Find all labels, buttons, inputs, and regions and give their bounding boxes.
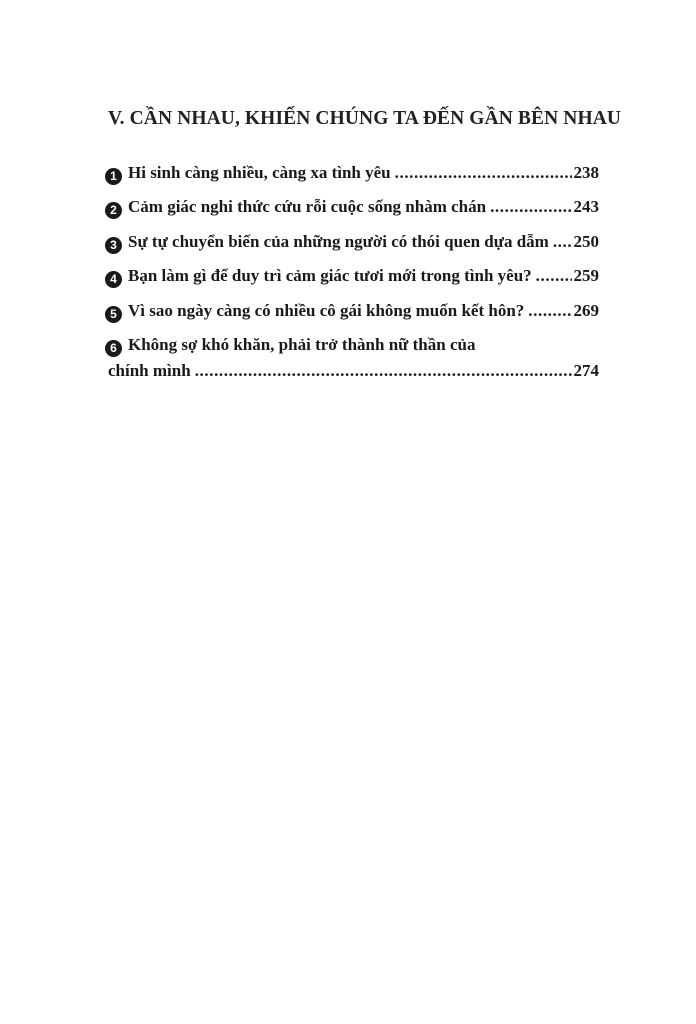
toc-entry-title: Cảm giác nghi thức cứu rỗi cuộc sống nhàm chán bbox=[128, 197, 487, 217]
toc-page-number: 243 bbox=[573, 197, 599, 217]
dot-leader bbox=[553, 229, 572, 255]
dot-leader bbox=[490, 194, 571, 220]
number-5-icon: 5 bbox=[105, 306, 122, 323]
dot-leader bbox=[528, 298, 571, 324]
toc-page-number: 274 bbox=[573, 360, 599, 380]
number-1-icon: 1 bbox=[105, 168, 122, 185]
toc-entry-5[interactable] bbox=[105, 298, 599, 332]
toc-page-number: 269 bbox=[573, 300, 599, 320]
chapter-title: V. CẦN NHAU, KHIẾN CHÚNG TA ĐẾN GẦN BÊN NHAU bbox=[108, 108, 622, 129]
toc-entry-title: Sự tự chuyển biến của những người có thói quen dựa dẫm bbox=[128, 231, 549, 251]
toc-page-number: 259 bbox=[573, 266, 599, 286]
dot-leader bbox=[395, 160, 572, 186]
toc-entry-title: Bạn làm gì để duy trì cảm giác tươi mới trong tình yêu? bbox=[128, 266, 532, 286]
toc-entry-3[interactable] bbox=[105, 229, 599, 263]
toc-page-number: 250 bbox=[573, 231, 599, 251]
toc-entry-title: Không sợ khó khăn, phải trở thành nữ thần của bbox=[128, 334, 476, 354]
toc-entry-6[interactable] bbox=[105, 332, 599, 384]
toc-entry-1[interactable] bbox=[105, 160, 599, 194]
toc-entry-title: Hi sinh càng nhiều, càng xa tình yêu bbox=[128, 163, 391, 182]
toc-entry-title: Vì sao ngày càng có nhiều cô gái không muốn kết hôn? bbox=[128, 300, 525, 320]
number-6-icon: 6 bbox=[105, 340, 122, 357]
number-3-icon: 3 bbox=[105, 237, 122, 254]
table-of-contents bbox=[105, 160, 599, 384]
number-2-icon: 2 bbox=[105, 202, 122, 219]
toc-page-number: 238 bbox=[573, 163, 599, 182]
dot-leader bbox=[536, 263, 572, 289]
dot-leader bbox=[195, 358, 572, 384]
toc-entry-title-continued: chính mình bbox=[108, 360, 191, 380]
number-4-icon: 4 bbox=[105, 271, 122, 288]
toc-entry-4[interactable] bbox=[105, 263, 599, 297]
toc-entry-2[interactable] bbox=[105, 194, 599, 228]
